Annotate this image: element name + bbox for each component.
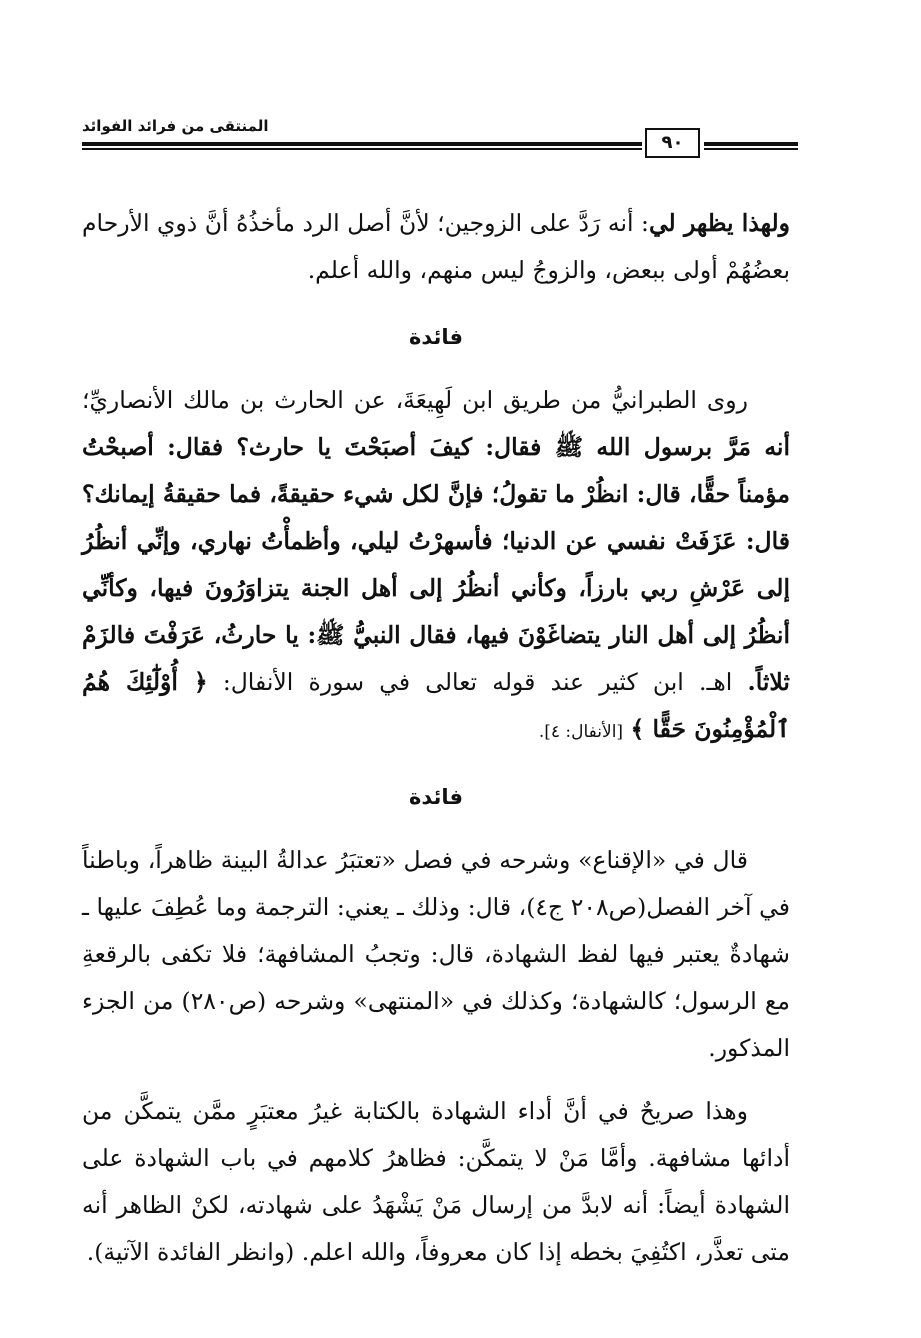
- spacer: [82, 1072, 790, 1088]
- page-number-box: ٩٠: [645, 128, 700, 158]
- paragraph-2-hadith: أنه مَرَّ برسول الله ﷺ فقال: كيفَ أصبَحْتَ يا حارث؟ فقال: أصبحْتُ مؤمناً حقًّا، قال: انظُرْ ما تقولُ؛ فإنَّ لكل شيء حقيقةً، فما حقيقةُ إيمانك؟ قال: عَزَفَتْ نفسي عن الدنيا؛ فأسهرْتُ ليلي، وأظمأْتُ نهاري، وإنِّي أنظُرُ إلى عَرْشِ ربي بارزاً، وكأني أنظُرُ إلى أهل الجنة يتزاوَرُونَ فيها، وكأنِّي أنظُرُ إلى أهل النار يتضاغَوْنَ فيها، فقال النبيُّ ﷺ: يا حارثُ، عَرَفْتَ فالزَمْ ثلاثاً.: [82, 433, 790, 696]
- section-heading-1: فائدة: [408, 325, 464, 349]
- paragraph-1: [82, 200, 790, 294]
- header-rule-left-thick: [82, 142, 642, 146]
- verse-reference: [الأنفال: ٤].: [538, 722, 624, 742]
- header-rule-left-thin: [82, 148, 642, 150]
- spacer: [82, 361, 790, 377]
- paragraph-1-text: : أنه رَدَّ على الزوجين؛ لأنَّ أصل الرد مأخذُهُ أنَّ ذوي الأرحام بعضُهُمْ أولى ببعض، والزوجُ ليس منهم، والله أعلم.: [82, 209, 790, 284]
- page-body: [82, 200, 790, 1276]
- paragraph-1-lead: ولهذا يظهر لي: [648, 209, 790, 237]
- header-rule-right-thick: [704, 142, 798, 146]
- spacer: [82, 821, 790, 837]
- paragraph-4: وهذا صريحٌ في أنَّ أداء الشهادة بالكتابة غيرُ معتبَرٍ ممَّن يتمكَّن من أدائها مشافهة. وأمَّا مَنْ لا يتمكَّن: فظاهرُ كلامهم في باب الشهادة على الشهادة أيضاً: أنه لابدَّ من إرسال مَنْ يَشْهَدُ على شهادته، لكنْ الظاهر أنه متى تعذَّر، اكتُفِيَ بخطه إذا كان معروفاً، والله اعلم. (وانظر الفائدة الآتية).: [82, 1097, 790, 1266]
- page-header: [82, 110, 798, 162]
- section-heading-2: فائدة: [408, 785, 464, 809]
- spacer: [82, 756, 790, 774]
- paragraph-2-intro: روى الطبرانيُّ من طريق ابن لَهِيعَةَ، عن الحارث بن مالك الأنصاريِّ؛: [82, 386, 748, 414]
- running-title: المنتقى من فرائد الفوائد: [82, 117, 269, 135]
- quran-verse: ﴿ أُوْلَٰٓئِكَ هُمُ ٱلْمُؤْمِنُونَ حَقًّا ﴾: [82, 668, 790, 743]
- spacer: [82, 294, 790, 314]
- paragraph-3: قال في «الإقناع» وشرحه في فصل «تعتبَرُ عدالةُ البينة ظاهراً، وباطناً في آخر الفصل(ص٢٠٨ ج٤)، قال: وذلك ـ يعني: الترجمة وما عُطِفَ عليها ـ شهادةٌ يعتبر فيها لفظ الشهادة، قال: وتجبُ المشافهة؛ فلا تكفى بالرقعةِ مع الرسول؛ كالشهادة؛ وكذلك في «المنتهى» وشرحه (ص٢٨٠) من الجزء المذكور.: [82, 846, 790, 1062]
- paragraph-2-source: اهـ. ابن كثير عند قوله تعالى في سورة الأنفال:: [222, 668, 733, 696]
- paragraph-2: [82, 377, 790, 756]
- header-rule-right-thin: [704, 148, 798, 150]
